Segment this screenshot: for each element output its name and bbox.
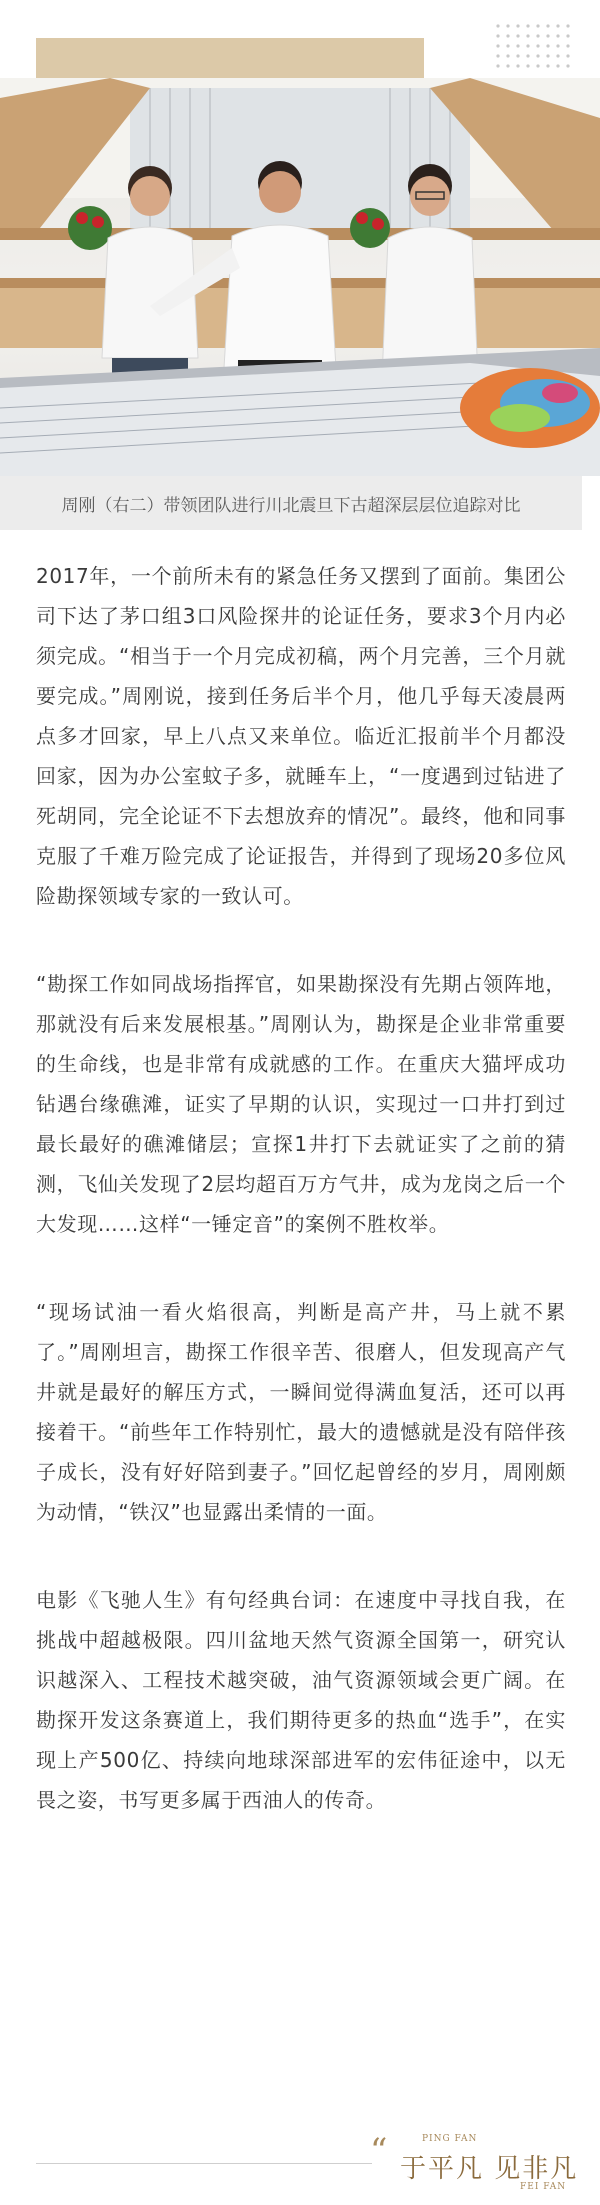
article-paragraph: “现场试油一看火焰很高，判断是高产井，马上就不累了。”周刚坦言，勘探工作很辛苦、很磨人，但发现高产气井就是最好的解压方式，一瞬间觉得满血复活，还可以再接着干。“前些年工作特别忙，最大的遗憾就是没有陪伴孩子成长，没有好好陪到妻子。”回忆起曾经的岁月，周刚颇为动情，“铁汉”也显露出柔情的一面。 — [36, 1300, 566, 1524]
team-photo — [0, 78, 600, 476]
footer-divider — [36, 2163, 372, 2164]
logo-quote-mark: “ — [370, 2131, 388, 2171]
photo-caption-text: 周刚（右二）带领团队进行川北震旦下古超深层层位追踪对比 — [61, 495, 521, 516]
article-paragraph: 电影《飞驰人生》有句经典台词：在速度中寻找自我，在挑战中超越极限。四川盆地天然气资源全国第一，研究认识越深入、工程技术越突破，油气资源领域会更广阔。在勘探开发这条赛道上，我们期待更多的热血“选手”，在实现上产500亿、持续向地球深部进军的宏伟征途中，以无畏之姿，书写更多属于西油人的传奇。 — [36, 1588, 566, 1812]
team-photo-illustration — [0, 78, 600, 476]
header-decor-bar — [36, 38, 424, 78]
dot-grid-decor — [494, 22, 574, 82]
article-body — [36, 556, 566, 1868]
article-paragraph: “勘探工作如同战场指挥官，如果勘探没有先期占领阵地，那就没有后来发展根基。”周刚认为，勘探是企业非常重要的生命线，也是非常有成就感的工作。在重庆大猫坪成功钻遇台缘礁滩，证实了早期的认识，实现过一口井打到过最长最好的礁滩储层；宣探1井打下去就证实了之前的猜测，飞仙关发现了2层均超百万方气井，成为龙岗之后一个大发现……这样“一锤定音”的案例不胜枚举。 — [36, 972, 566, 1236]
logo-slogan: 于平凡 见非凡 — [400, 2154, 579, 2184]
logo-pingfan: PING FAN — [422, 2134, 478, 2144]
article-paragraph: 2017年，一个前所未有的紧急任务又摆到了面前。集团公司下达了茅口组3口风险探井的论证任务，要求3个月内必须完成。“相当于一个月完成初稿，两个月完善，三个月就要完成。”周刚说，接到任务后半个月，他几乎每天凌晨两点多才回家，早上八点又来单位。临近汇报前半个月都没回家，因为办公室蚊子多，就睡车上，“一度遇到过钻进了死胡同，完全论证不下去想放弃的情况”。最终，他和同事克服了千难万险完成了论证报告，并得到了现场20多位风险勘探领域专家的一致认可。 — [36, 564, 566, 908]
logo-feifan: FEI FAN — [520, 2182, 567, 2192]
photo-caption — [0, 476, 582, 530]
footer-logo — [370, 2131, 579, 2196]
